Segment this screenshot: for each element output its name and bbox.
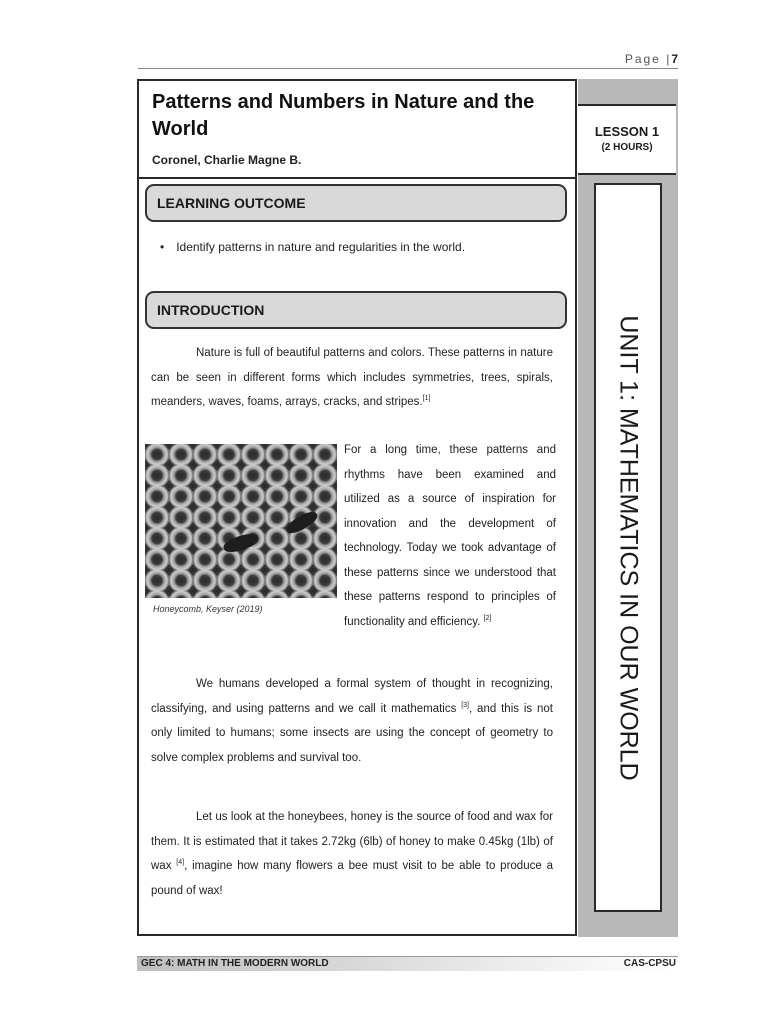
unit-title: UNIT 1: MATHEMATICS IN OUR WORLD [614,314,643,781]
course-name: GEC 4: MATH IN THE MODERN WORLD [141,958,329,969]
page-separator: | [666,52,672,66]
learning-outcome-item: • Identify patterns in nature and regularities in the world. [160,240,465,254]
reference-4: [4] [176,859,185,867]
lesson-hours: (2 HOURS) [601,142,653,153]
reference-1: [1] [422,395,431,403]
reference-2: [2] [483,614,492,622]
paragraph-text: For a long time, these patterns and rhythms have been examined and utilized as a source of inspiration for innovation and the development of technology. Today we took advantage of these patterns since we understood that these patterns respond to principles of functionality and efficiency. [344,444,556,628]
intro-paragraph-4 [151,805,553,903]
bee-shape [222,531,261,555]
lesson-label: LESSON 1 [594,124,660,139]
title-block [137,79,577,179]
page-label: Page [624,52,661,66]
unit-title-box [594,183,662,912]
institution-name: CAS-CPSU [623,958,676,969]
paragraph-text: Nature is full of beautiful patterns and colors. These patterns in nature can be seen in different forms which includes symmetries, trees, spirals, meanders, waves, foams, arrays, cracks, and stripes. [151,347,553,408]
honeycomb-image [145,444,337,598]
paragraph-text: Let us look at the honeybees, honey is the source of food and wax for them. It is estimated that it takes 2.72kg (6lb) of honey to make 0.45kg (1lb) of wax [151,811,553,872]
lesson-title: Patterns and Numbers in Nature and the World [152,91,535,140]
paragraph-text: We humans developed a formal system of thought in recognizing, classifying, and using patterns and we call it mathematics [151,678,553,715]
bee-shape [284,508,320,536]
introduction-heading: INTRODUCTION [145,291,567,329]
paragraph-text: , and this is not only limited to humans; some insects are using the concept of geometry to solve complex problems and survival too. [151,702,553,764]
intro-paragraph-3 [151,672,553,770]
reference-3: [3] [461,701,470,709]
author-name: Coronel, Charlie Magne B. [152,153,302,167]
lesson-box [578,104,676,175]
page-header [138,52,678,68]
page-number: 7 [671,52,678,66]
intro-paragraph-2 [344,438,556,634]
learning-outcome-heading: LEARNING OUTCOME [145,184,567,222]
footer [137,956,678,971]
intro-paragraph-1 [151,341,553,415]
header-divider [138,68,678,69]
figure-caption: Honeycomb, Keyser (2019) [153,604,263,614]
paragraph-text: , imagine how many flowers a bee must visit to be able to produce a pound of wax! [151,860,553,897]
